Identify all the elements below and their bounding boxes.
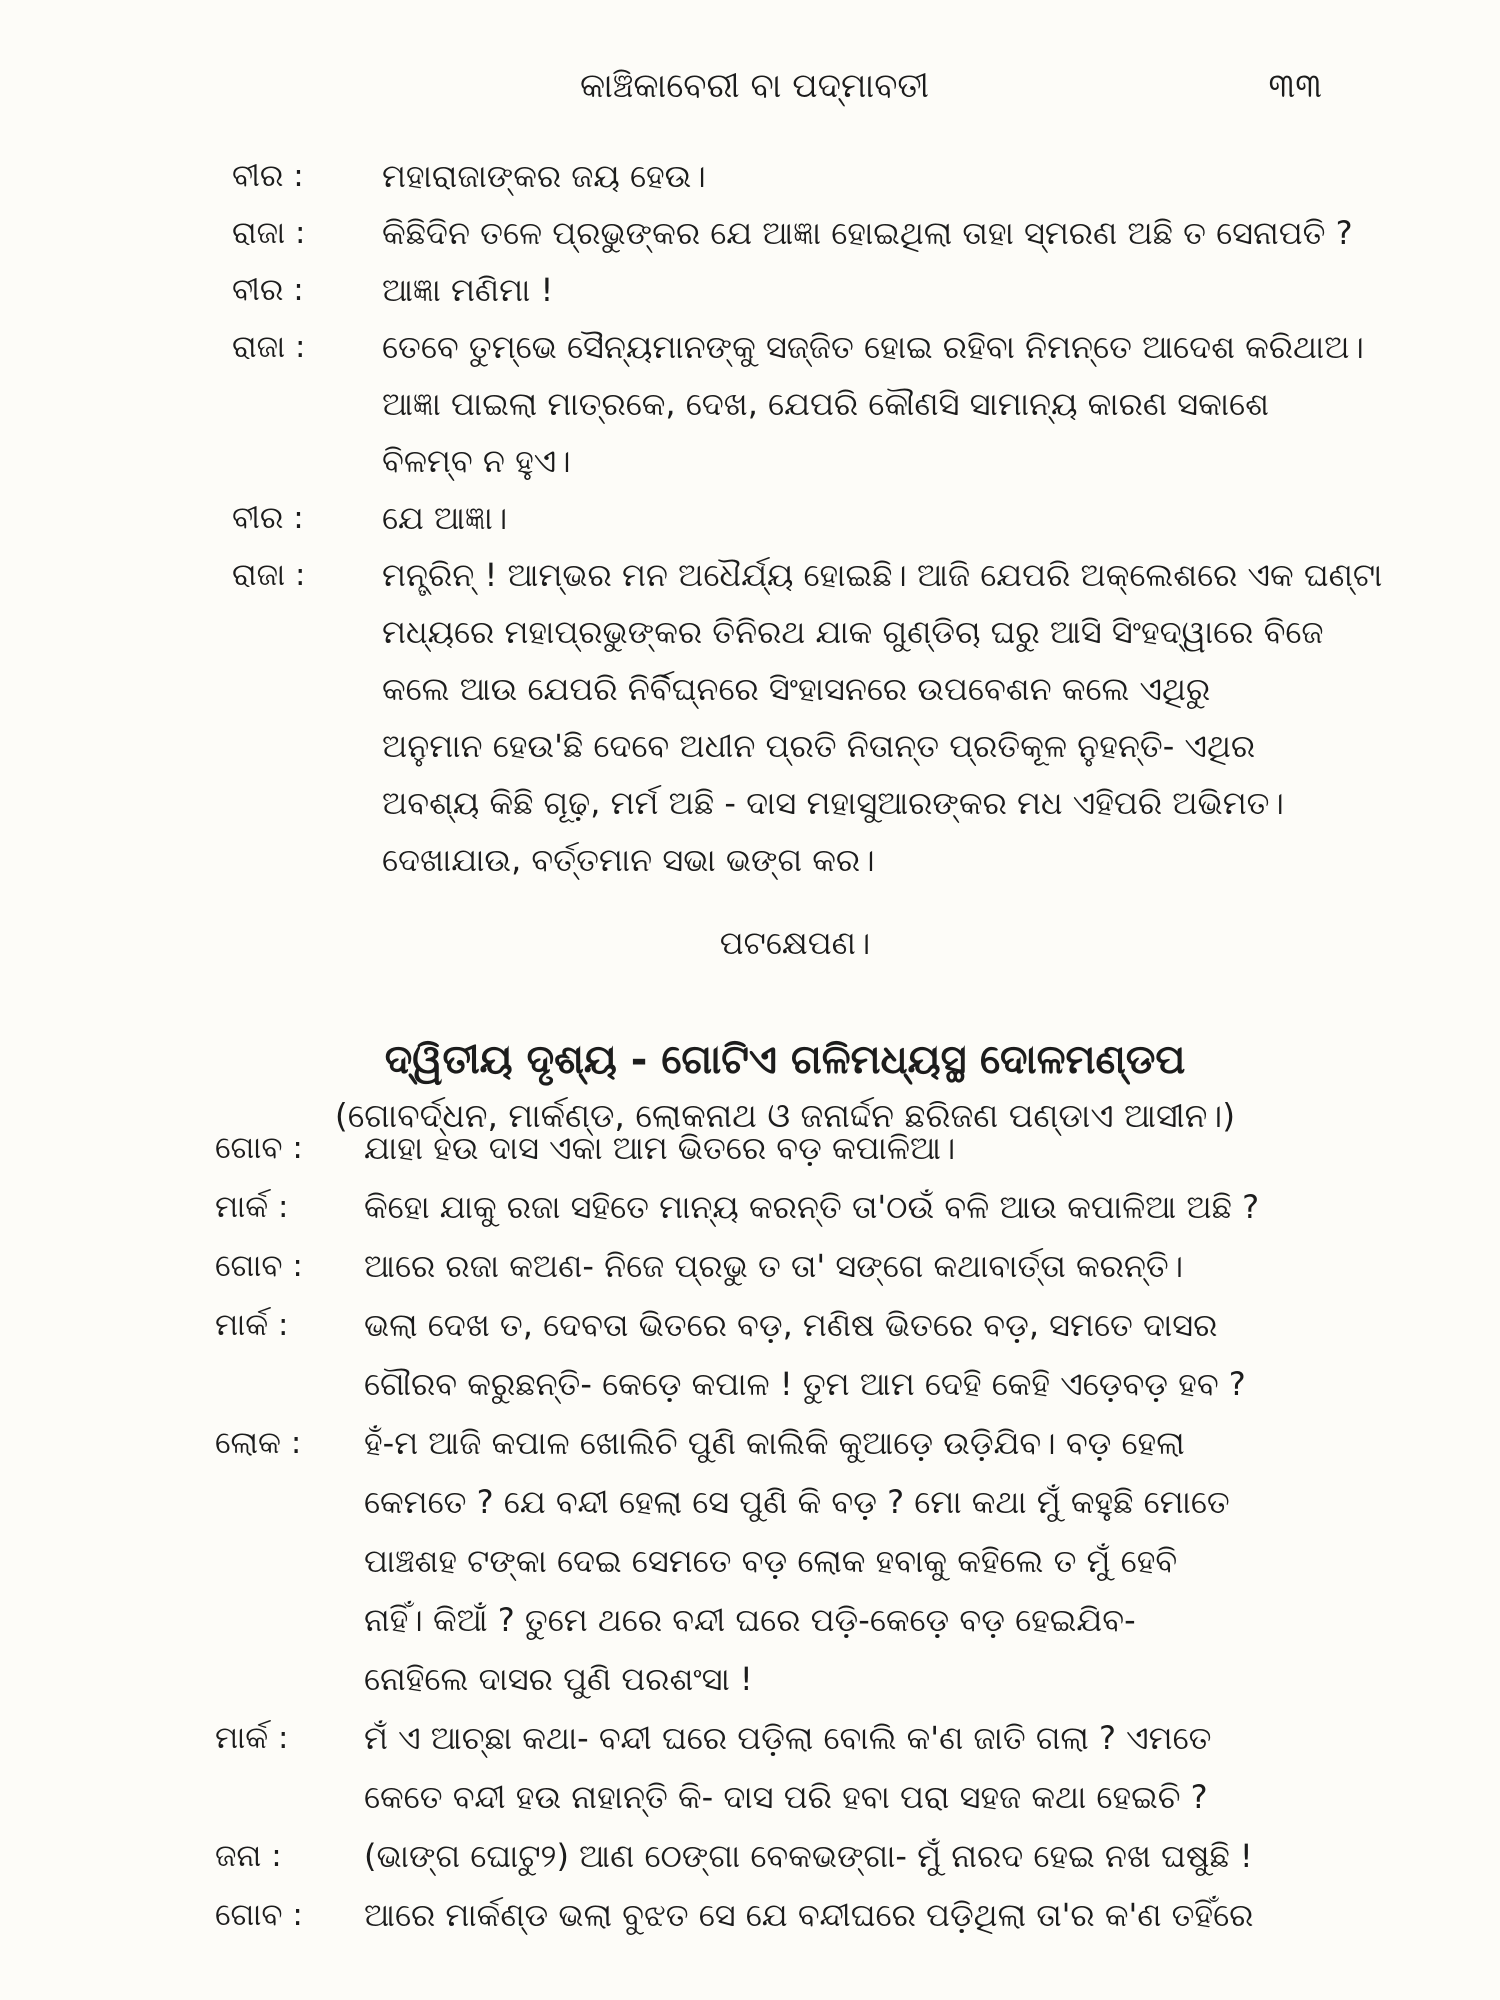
dialogue-text: ବିଳମ୍ବ ନ ହୁଏ। — [382, 442, 571, 480]
dialogue-line — [0, 433, 1500, 490]
dialogue-text: ହଁ-ମ ଆଜି କପାଳ ଖୋଲିଚି ପୁଣି କାଲିକି କୁଆଡ଼େ ଉଡ଼ିଯିବ। ବଡ଼ ହେଲା — [364, 1424, 1185, 1462]
dialogue-text: ପାଞ୍ଚଶହ ଟଙ୍କା ଦେଇ ସେମତେ ବଡ଼ ଲୋକ ହବାକୁ କହିଲେ ତ ମୁଁ ହେବି — [364, 1542, 1178, 1580]
speaker-label: ମାର୍କ : — [215, 1307, 289, 1343]
scene-two-dialogue — [0, 1120, 1500, 1946]
dialogue-line — [0, 1474, 1500, 1533]
dialogue-line — [0, 718, 1500, 775]
dialogue-text: କେମତେ ? ଯେ ବନ୍ଦୀ ହେଲା ସେ ପୁଣି କି ବଡ଼ ? ମୋ କଥା ମୁଁ କହୁଛି ମୋତେ — [364, 1483, 1230, 1521]
dialogue-text: ଆଜ୍ଞା ପାଇଲା ମାତ୍ରକେ, ଦେଖ, ଯେପରି କୌଣସି ସାମାନ୍ୟ କାରଣ ସକାଶେ — [382, 385, 1269, 423]
speaker-label: ରାଜା : — [232, 215, 306, 251]
dialogue-text: ଯେ ଆଜ୍ଞା। — [382, 499, 508, 537]
dialogue-text: ମଁ ଏ ଆଚ୍ଛା କଥା- ବନ୍ଦୀ ଘରେ ପଡ଼ିଲା ବୋଲି କ'ଣ ଜାତି ଗଲା ? ଏମତେ — [364, 1719, 1212, 1757]
dialogue-text: ଅବଶ୍ୟ କିଛି ଗୂଢ଼, ମର୍ମ ଅଛି - ଦାସ ମହାସୁଆରଙ୍କର ମଧ ଏହିପରି ଅଭିମତ। — [382, 784, 1284, 822]
dialogue-line — [0, 376, 1500, 433]
dialogue-text: ଗୌରବ କରୁଛନ୍ତି- କେଡ଼େ କପାଳ ! ତୁମ ଆମ ଦେହି କେହି ଏଡ଼େବଡ଼ ହବ ? — [364, 1365, 1246, 1403]
dialogue-line — [0, 832, 1500, 889]
dialogue-line — [0, 547, 1500, 604]
dialogue-line — [0, 1710, 1500, 1769]
speaker-label: ବୀର : — [232, 158, 304, 194]
speaker-label: ଗୋବ : — [215, 1130, 303, 1166]
running-title: କାଞ୍ଚିକାବେରୀ ବା ପଦ୍ମାବତୀ — [580, 66, 930, 106]
dialogue-text: ତେବେ ତୁମ୍ଭେ ସୈନ୍ୟମାନଙ୍କୁ ସଜ୍ଜିତ ହୋଇ ରହିବା ନିମନ୍ତେ ଆଦେଶ କରିଥାଅ। — [382, 328, 1364, 366]
dialogue-line — [0, 1651, 1500, 1710]
dialogue-text: ଆଜ୍ଞା ମଣିମା ! — [382, 271, 554, 309]
dialogue-line — [0, 205, 1500, 262]
dialogue-line — [0, 1533, 1500, 1592]
speaker-label: ଗୋବ : — [215, 1248, 303, 1284]
dialogue-text: କିଛିଦିନ ତଳେ ପ୍ରଭୁଙ୍କର ଯେ ଆଜ୍ଞା ହୋଇଥିଲା ତାହା ସ୍ମରଣ ଅଛି ତ ସେନାପତି ? — [382, 214, 1353, 252]
speaker-label: ଜନା : — [215, 1838, 282, 1874]
speaker-label: ବୀର : — [232, 500, 304, 536]
dialogue-text: ଭଲା ଦେଖ ତ, ଦେବତା ଭିତରେ ବଡ଼, ମଣିଷ ଭିତରେ ବଡ଼, ସମତେ ଦାସର — [364, 1306, 1218, 1344]
dialogue-text: (ଭାଙ୍ଗ ଘୋଟୁ୨) ଆଣ ଠେଙ୍ଗା ବେକଭଙ୍ଗା- ମୁଁ ନାରଦ ହେଇ ନଖ ଘଷୁଛି ! — [364, 1837, 1253, 1875]
dialogue-line — [0, 1592, 1500, 1651]
dialogue-text: କଲେ ଆଉ ଯେପରି ନିର୍ବିଘ୍ନରେ ସିଂହାସନରେ ଉପବେଶନ କଲେ ଏଥିରୁ — [382, 670, 1211, 708]
scene-heading: ଦ୍ୱିତୀୟ ଦୃଶ୍ୟ - ଗୋଟିଏ ଗଳିମଧ୍ୟସ୍ଥ ଦୋଳମଣ୍ଡପ — [384, 1037, 1186, 1083]
dialogue-line — [0, 1297, 1500, 1356]
dialogue-line — [0, 661, 1500, 718]
speaker-label: ରାଜା : — [232, 557, 306, 593]
dialogue-line — [0, 319, 1500, 376]
curtain-note: ପଟକ୍ଷେପଣ। — [719, 924, 871, 962]
dialogue-line — [0, 775, 1500, 832]
dialogue-text: ମନ୍ତ୍ରିନ୍ ! ଆମ୍ଭର ମନ ଅଧୈର୍ଯ୍ୟ ହୋଇଛି। ଆଜି ଯେପରି ଅକ୍ଲେଶରେ ଏକ ଘଣ୍ଟା — [382, 556, 1383, 594]
dialogue-text: ମହାରାଜାଙ୍କର ଜୟ ହେଉ। — [382, 157, 706, 195]
dialogue-text: କିହୋ ଯାକୁ ରଜା ସହିତେ ମାନ୍ୟ କରନ୍ତି ତା'ଠଉଁ ବଳି ଆଉ କପାଳିଆ ଅଛି ? — [364, 1188, 1260, 1226]
scene-one-dialogue — [0, 148, 1500, 889]
speaker-label: ବୀର : — [232, 272, 304, 308]
dialogue-text: ନାହିଁ। କିଆଁ ? ତୁମେ ଥରେ ବନ୍ଦୀ ଘରେ ପଡ଼ି-କେଡ଼େ ବଡ଼ ହେଇଯିବ- — [364, 1601, 1136, 1639]
dialogue-text: ଆରେ ମାର୍କଣ୍ଡ ଭଲା ବୁଝତ ସେ ଯେ ବନ୍ଦୀଘରେ ପଡ଼ିଥିଲା ତା'ର କ'ଣ ତହିଁରେ — [364, 1896, 1254, 1934]
dialogue-text: ଅନୁମାନ ହେଉ'ଛି ଦେବେ ଅଧୀନ ପ୍ରତି ନିତାନ୍ତ ପ୍ରତିକୂଳ ନୁହନ୍ତି- ଏଥିର — [382, 727, 1256, 765]
dialogue-line — [0, 1769, 1500, 1828]
dialogue-line — [0, 1887, 1500, 1946]
dialogue-line — [0, 262, 1500, 319]
page-number: ୩୩ — [1268, 66, 1322, 106]
dialogue-line — [0, 148, 1500, 205]
dialogue-text: ମଧ୍ୟରେ ମହାପ୍ରଭୁଙ୍କର ତିନିରଥ ଯାକ ଗୁଣ୍ଡିଚା ଘରୁ ଆସି ସିଂହଦ୍ୱାରେ ବିଜେ — [382, 613, 1324, 651]
speaker-label: ଲୋକ : — [215, 1425, 302, 1461]
dialogue-text: ଦେଖାଯାଉ, ବର୍ତ୍ତମାନ ସଭା ଭଙ୍ଗ କର। — [382, 841, 875, 879]
dialogue-line — [0, 1415, 1500, 1474]
dialogue-line — [0, 1120, 1500, 1179]
dialogue-line — [0, 490, 1500, 547]
dialogue-line — [0, 1238, 1500, 1297]
dialogue-text: ଯାହା ହଉ ଦାସ ଏକା ଆମ ଭିତରେ ବଡ଼ କପାଳିଆ। — [364, 1129, 956, 1167]
dialogue-line — [0, 604, 1500, 661]
speaker-label: ମାର୍କ : — [215, 1720, 289, 1756]
stage-direction: (ଗୋବର୍ଦ୍ଧନ, ମାର୍କଣ୍ଡ, ଲୋକନାଥ ଓ ଜନାର୍ଦ୍ଦନ ଛରିଜଣ ପଣ୍ଡାଏ ଆସୀନ।) — [334, 1096, 1236, 1135]
dialogue-line — [0, 1828, 1500, 1887]
dialogue-text: ଆରେ ରଜା କଅଣ- ନିଜେ ପ୍ରଭୁ ତ ତା' ସଙ୍ଗେ କଥାବାର୍ତ୍ତା କରନ୍ତି। — [364, 1247, 1184, 1285]
page-header — [0, 56, 1500, 116]
speaker-label: ଗୋବ : — [215, 1897, 303, 1933]
speaker-label: ମାର୍କ : — [215, 1189, 289, 1225]
dialogue-text: ନୋହିଲେ ଦାସର ପୁଣି ପରଶଂସା ! — [364, 1660, 753, 1698]
dialogue-text: କେତେ ବନ୍ଦୀ ହଉ ନାହାନ୍ତି କି- ଦାସ ପରି ହବା ପରା ସହଜ କଥା ହେଇଚି ? — [364, 1778, 1208, 1816]
speaker-label: ରାଜା : — [232, 329, 306, 365]
dialogue-line — [0, 1356, 1500, 1415]
dialogue-line — [0, 1179, 1500, 1238]
